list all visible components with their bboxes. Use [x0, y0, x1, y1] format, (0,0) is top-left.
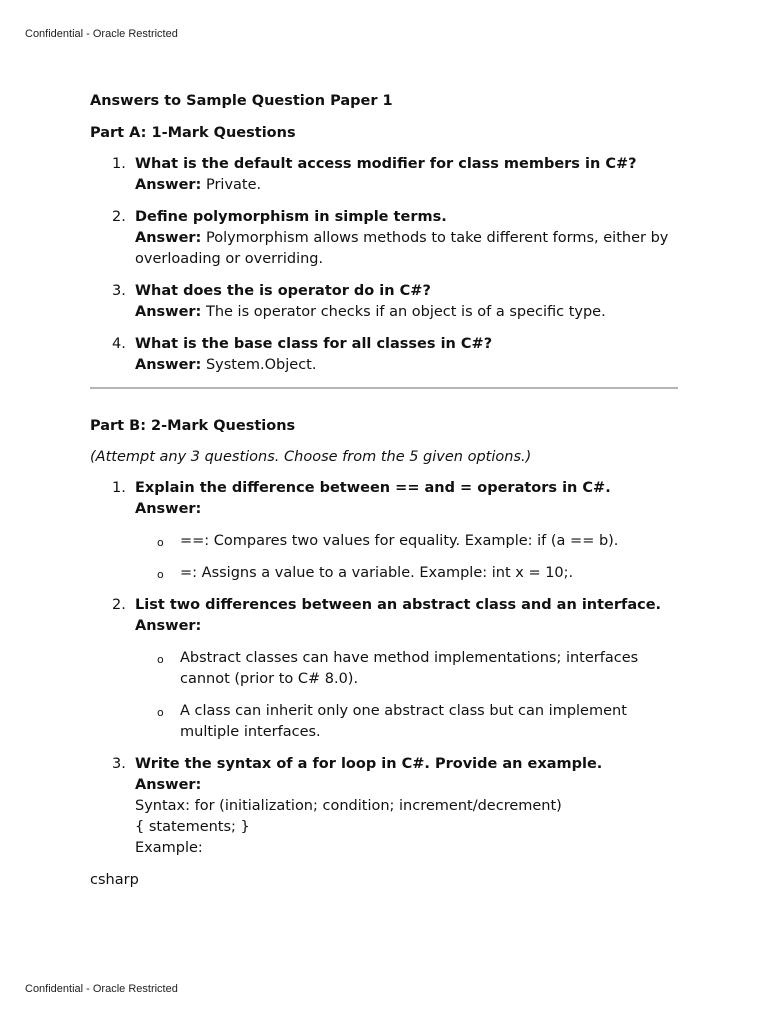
question-text: Write the syntax of a for loop in C#. Provide an example.	[135, 756, 603, 772]
part-a-question-3	[90, 281, 680, 323]
bullet-circle-icon: o	[157, 568, 164, 581]
part-a-question-4	[90, 334, 680, 376]
header-confidential-label: Confidential - Oracle Restricted	[25, 28, 178, 40]
question-number: 1.	[112, 156, 126, 172]
syntax-body-line: { statements; }	[135, 819, 250, 835]
example-label: Example:	[135, 840, 203, 856]
part-b-question-2	[90, 595, 680, 743]
question-number: 2.	[112, 209, 126, 225]
part-b-question-list	[90, 478, 680, 859]
part-b-instructions: (Attempt any 3 questions. Choose from the 5 given options.)	[90, 449, 532, 465]
question-text: Explain the difference between == and = operators in C#.	[135, 480, 611, 496]
question-number: 3.	[112, 756, 126, 772]
answer-bullet-list	[135, 531, 680, 584]
part-b-heading: Part B: 2-Mark Questions	[90, 418, 296, 434]
part-b-question-3	[90, 754, 680, 859]
code-language-label: csharp	[90, 872, 139, 888]
answer-bullet	[135, 701, 680, 743]
answer-text: The is operator checks if an object is of a specific type.	[201, 304, 606, 320]
answer-label: Answer:	[135, 230, 202, 246]
part-a-question-1	[90, 154, 680, 196]
bullet-text: =: Assigns a value to a variable. Example: int x = 10;.	[180, 565, 574, 581]
part-b-question-1	[90, 478, 680, 584]
part-a-question-2	[90, 207, 680, 270]
syntax-line: Syntax: for (initialization; condition; increment/decrement)	[135, 798, 562, 814]
answer-bullet-list	[135, 648, 680, 743]
bullet-circle-icon: o	[157, 653, 164, 666]
answer-text: System.Object.	[201, 357, 317, 373]
answer-bullet	[135, 563, 680, 584]
question-text: Define polymorphism in simple terms.	[135, 209, 447, 225]
footer-confidential-label: Confidential - Oracle Restricted	[25, 983, 178, 995]
question-number: 3.	[112, 283, 126, 299]
answer-bullet	[135, 531, 680, 552]
answer-label: Answer:	[135, 501, 202, 517]
question-number: 1.	[112, 480, 126, 496]
answer-label: Answer:	[135, 177, 202, 193]
question-text: What is the base class for all classes in C#?	[135, 336, 493, 352]
question-text: What is the default access modifier for class members in C#?	[135, 156, 637, 172]
part-a-question-list	[90, 154, 680, 376]
answer-label: Answer:	[135, 777, 202, 793]
question-number: 2.	[112, 597, 126, 613]
document-title: Answers to Sample Question Paper 1	[90, 93, 393, 109]
answer-label: Answer:	[135, 357, 202, 373]
answer-text: Polymorphism allows methods to take different forms, either by overloading or overriding.	[135, 230, 669, 267]
question-number: 4.	[112, 336, 126, 352]
bullet-text: Abstract classes can have method implementations; interfaces cannot (prior to C# 8.0).	[180, 650, 639, 687]
bullet-circle-icon: o	[157, 536, 164, 549]
section-divider	[90, 387, 678, 389]
document-body	[90, 91, 680, 891]
answer-bullet	[135, 648, 680, 690]
part-a-heading: Part A: 1-Mark Questions	[90, 125, 296, 141]
question-text: What does the is operator do in C#?	[135, 283, 431, 299]
question-text: List two differences between an abstract class and an interface.	[135, 597, 662, 613]
answer-label: Answer:	[135, 304, 202, 320]
bullet-circle-icon: o	[157, 706, 164, 719]
answer-text: Private.	[201, 177, 262, 193]
bullet-text: A class can inherit only one abstract class but can implement multiple interfaces.	[180, 703, 627, 740]
bullet-text: ==: Compares two values for equality. Example: if (a == b).	[180, 533, 619, 549]
answer-label: Answer:	[135, 618, 202, 634]
